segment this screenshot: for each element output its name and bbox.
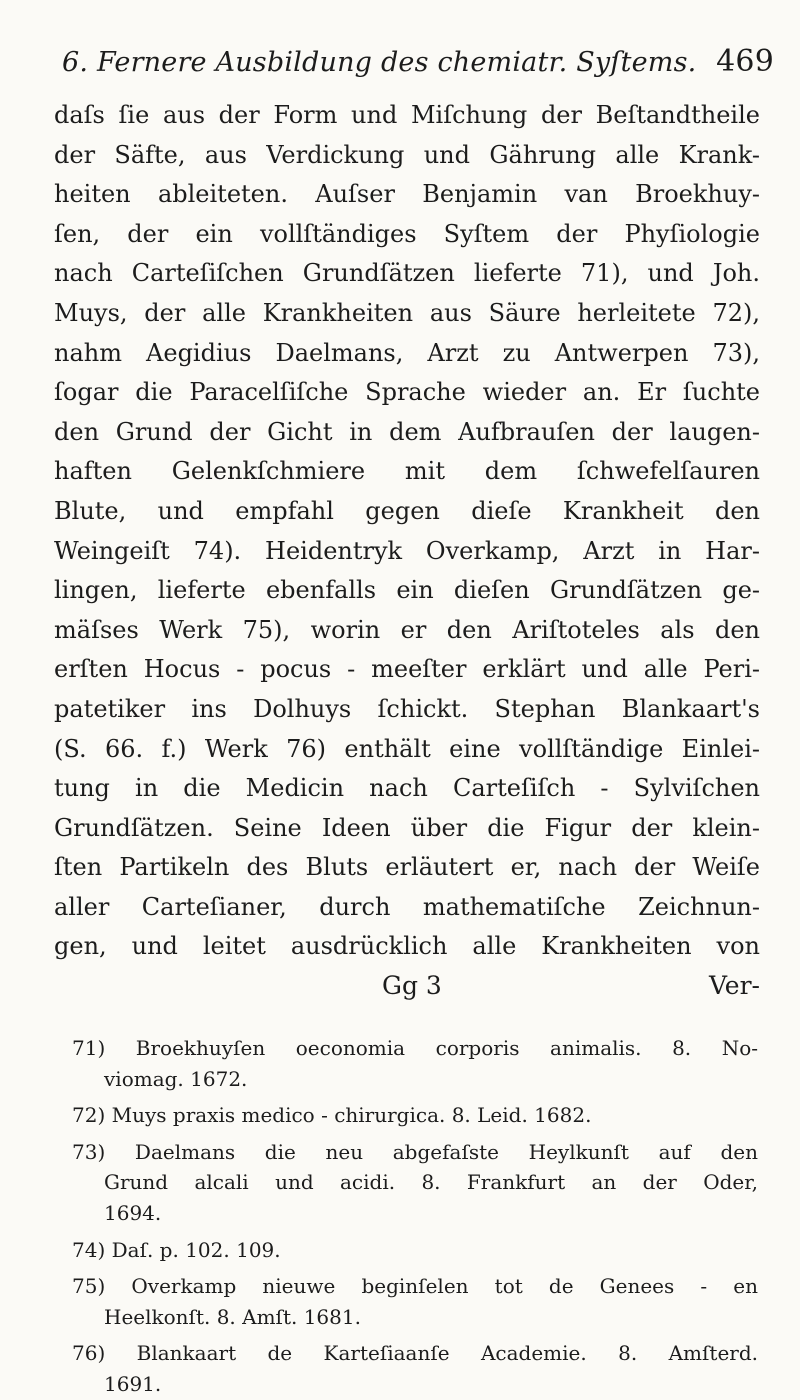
text-line: heiten ableiteten. Auſser Benjamin van Broekhuy- [54,180,760,209]
footnote-73-line: 73) Daelmans die neu abgefaſste Heylkunſt auf den [72,1139,758,1164]
text-line: (S. 66. f.) Werk 76) enthält eine vollſtändige Einlei- [54,734,760,763]
footnote-74-line: 74) Daſ. p. 102. 109. [72,1237,281,1262]
text-line: aller Carteſianer, durch mathematiſche Zeichnun- [54,892,760,921]
footnote-76-line: 76) Blankaart de Karteſiaanſe Academie. 8. Amſterd. [72,1341,758,1366]
footnote-72-line: 72) Muys praxis medico - chirurgica. 8. Leid. 1682. [72,1103,592,1128]
text-line: den Grund der Gicht in dem Aufbrauſen der laugen- [54,417,760,446]
footnote-76-line: 1691. [104,1371,162,1396]
text-line: haften Gelenkſchmiere mit dem ſchwefelſauren [54,457,760,486]
main-text [54,96,760,967]
text-line: Muys, der alle Krankheiten aus Säure herleitete 72), [54,298,760,327]
footnote-73-line: Grund alcali und acidi. 8. Frankfurt an der Oder, [104,1170,758,1195]
text-line: Blute, und empfahl gegen dieſe Krankheit den [54,496,760,525]
text-line: Grundſätzen. Seine Ideen über die Figur der klein- [54,813,760,842]
footnote-75-line: 75) Overkamp nieuwe beginſelen tot de Genees - en [72,1274,758,1299]
footnote-71-line: viomag. 1672. [104,1066,248,1091]
running-title: 6. Fernere Ausbildung des chemiatr. Syſtems. [62,47,697,78]
text-line: ſten Partikeln des Bluts erläutert er, nach der Weiſe [54,853,760,882]
text-line: ſogar die Paracelſiſche Sprache wieder an. Er ſuchte [54,378,760,407]
text-line: daſs ſie aus der Form und Miſchung der Beſtandtheile [54,101,760,129]
text-line: mäſses Werk 75), worin er den Ariſtoteles als den [54,615,760,644]
text-line: gen, und leitet ausdrücklich alle Krankheiten von [54,932,760,961]
catchword: Ver- [709,971,760,1000]
footnote-75-line: Heelkonſt. 8. Amſt. 1681. [104,1304,361,1329]
footnote-73-line: 1694. [104,1200,162,1225]
footnote-71-line: 71) Broekhuyſen oeconomia corporis animalis. 8. No- [72,1036,758,1060]
text-line: patetiker ins Dolhuys ſchickt. Stephan Blankaart's [54,694,760,723]
signature-line [54,966,760,1006]
signature-mark: Gg 3 [382,971,442,1000]
text-line: tung in die Medicin nach Carteſiſch - Sylviſchen [54,774,760,803]
text-line: nahm Aegidius Daelmans, Arzt zu Antwerpen 73), [54,338,760,367]
text-line: lingen, lieferte ebenfalls ein dieſen Grundſätzen ge- [54,576,760,605]
footnotes [72,1033,758,1400]
text-line: erſten Hocus - pocus - meeſter erklärt und alle Peri- [54,655,760,684]
text-line: Weingeiſt 74). Heidentryk Overkamp, Arzt in Har- [54,536,760,565]
text-line: der Säfte, aus Verdickung und Gährung alle Krank- [54,140,760,169]
text-line: nach Carteſiſchen Grundſätzen lieferte 71), und Joh. [54,259,760,288]
page-number: 469 [716,44,774,79]
running-header [62,44,774,84]
text-line: ſen, der ein vollſtändiges Syſtem der Phyſiologie [54,219,760,248]
